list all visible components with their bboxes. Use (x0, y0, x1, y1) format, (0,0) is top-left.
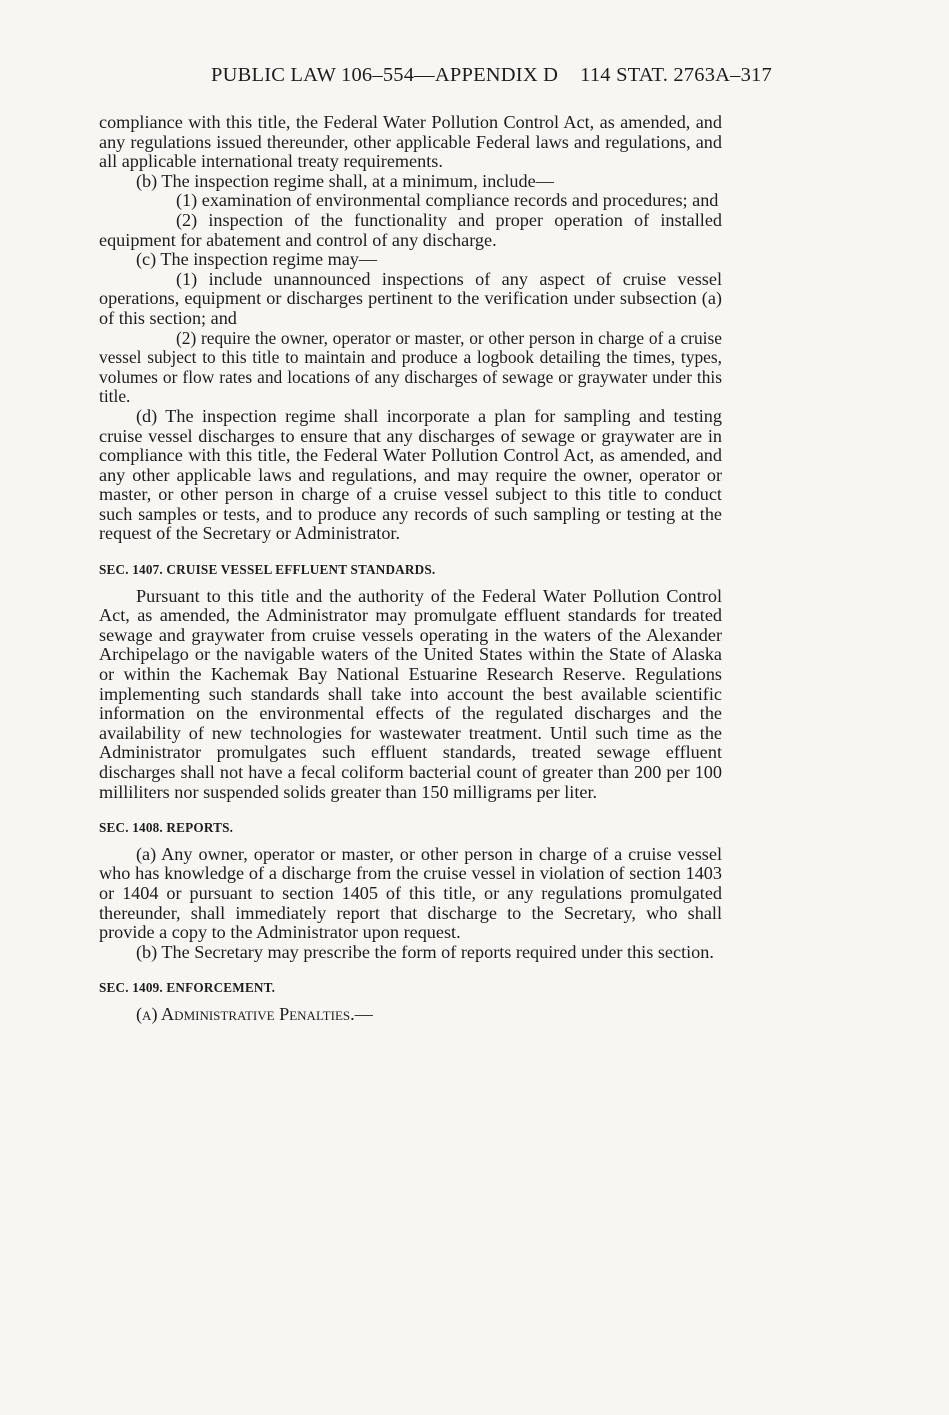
paragraph: (2) require the owner, operator or master, or other person in charge of a cruise vessel subject to this title to maintain and produce a logbook detailing the times, types, volumes or flow rates and locations of any discharges of sewage or graywater under this title. (99, 327, 722, 407)
paragraph: (2) inspection of the functionality and proper operation of installed equipment for abatement and control of any discharge. (99, 209, 722, 250)
header-title: PUBLIC LAW 106–554—APPENDIX D (211, 64, 559, 86)
document-body (99, 113, 722, 1025)
paragraph: (1) include unannounced inspections of any aspect of cruise vessel operations, equipment or discharges pertinent to the verification under subsection (a) of this section; and (99, 268, 722, 328)
paragraph: compliance with this title, the Federal Water Pollution Control Act, as amended, and any regulations issued thereunder, other applicable Federal laws and regulations, and all applicable international treaty requirements. (99, 112, 722, 172)
page-header (211, 64, 861, 87)
subsection-heading: (a) Administrative Penalties.— (136, 1003, 373, 1024)
paragraph: (b) The inspection regime shall, at a minimum, include— (136, 170, 554, 191)
section-heading: SEC. 1407. CRUISE VESSEL EFFLUENT STANDARDS. (99, 562, 436, 578)
paragraph: Pursuant to this title and the authority of the Federal Water Pollution Control Act, as amended, the Administrator may promulgate effluent standards for treated sewage and graywater from cruise vessels operating in the waters of the Alexander Archipelago or the navigable waters of the United States within the State of Alaska or within the Kachemak Bay National Estuarine Research Reserve. Regulations implementing such standards shall take into account the best available scientific information on the environmental effects of the regulated discharges and the availability of new technologies for wastewater treatment. Until such time as the Administrator promulgates such effluent standards, treated sewage effluent discharges shall not have a fecal coliform bacterial count of greater than 200 per 100 milliliters nor suspended solids greater than 150 milligrams per liter. (99, 585, 722, 802)
paragraph: (1) examination of environmental compliance records and procedures; and (176, 190, 719, 211)
paragraph: (a) Any owner, operator or master, or other person in charge of a cruise vessel who has knowledge of a discharge from the cruise vessel in violation of section 1403 or 1404 or pursuant to section 1405 of this title, or any regulations promulgated thereunder, shall immediately report that discharge to the Secretary, who shall provide a copy to the Administrator upon request. (99, 843, 722, 943)
paragraph: (d) The inspection regime shall incorporate a plan for sampling and testing cruise vessel discharges to ensure that any discharges of sewage or graywater are in compliance with this title, the Federal Water Pollution Control Act, as amended, and any other applicable laws and regulations, and may require the owner, operator or master, or other person in charge of a cruise vessel subject to this title to conduct such samples or tests, and to produce any records of such sampling or testing at the request of the Secretary or Administrator. (99, 405, 722, 544)
header-stat-cite: 114 STAT. 2763A–317 (580, 64, 772, 86)
section-heading: SEC. 1409. ENFORCEMENT. (99, 980, 276, 996)
section-heading: SEC. 1408. REPORTS. (99, 820, 234, 836)
paragraph: (c) The inspection regime may— (136, 249, 378, 270)
paragraph: (b) The Secretary may prescribe the form of reports required under this section. (136, 941, 714, 962)
